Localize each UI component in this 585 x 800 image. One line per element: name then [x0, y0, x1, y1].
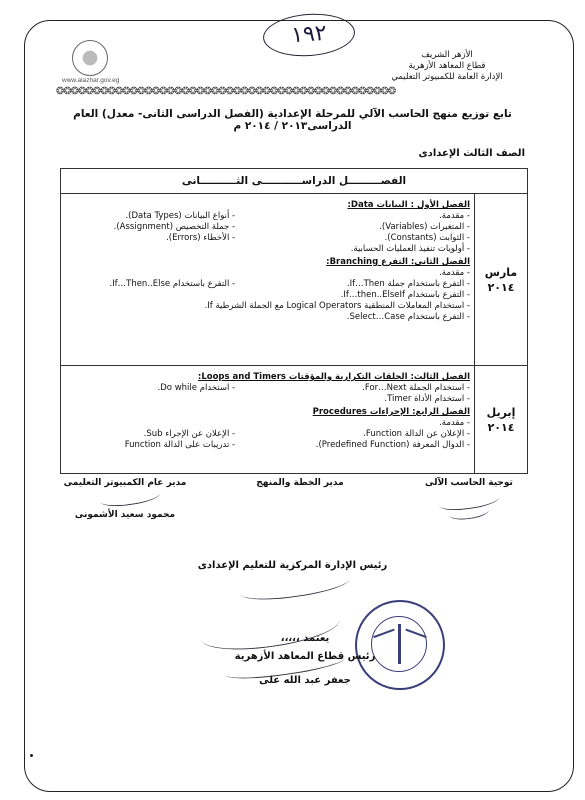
letterhead: [347, 50, 547, 83]
signature-plan-director: [240, 478, 360, 488]
table-row-april: [61, 366, 528, 474]
list-item: - الإعلان عن الإجراء Sub.: [143, 429, 236, 439]
signatory-name: محمود سعيد الأشمونى: [74, 510, 176, 520]
month-cell: [475, 366, 528, 474]
chapter-title: الفصل الثانى: التفرع Branching:: [326, 257, 470, 267]
central-admin-title: رئيس الإدارة المركزية للتعليم الإعدادى: [197, 560, 388, 571]
list-item: - أنواع البيانات (Data Types).: [125, 211, 236, 221]
ornament-border: ❂❂❂❂❂❂❂❂❂❂❂❂❂❂❂❂❂❂❂❂❂❂❂❂❂❂❂❂❂❂❂❂❂❂❂❂❂❂❂❂❂❂❂❂❂❂: [56, 86, 396, 97]
month-year: ٢٠١٤: [487, 420, 515, 434]
document-title: تابع توزيع منهج الحاسب الآلي للمرحلة الإعدادية (الفصل الدراسى الثانى- معدل) العام الدراسى٢٠١٣ / ٢٠١٤ م: [73, 108, 512, 132]
month-cell: [475, 194, 528, 366]
scan-mark: [30, 754, 33, 757]
month-name: مارس: [484, 265, 518, 279]
signature-title: مدير الخطة والمنهج: [256, 478, 344, 488]
list-item: - المتغيرات (Variables).: [379, 222, 470, 232]
list-item: - التفرع باستخدام Select…Case.: [346, 312, 470, 322]
list-item: - جملة التخصيص (Assignment).: [113, 222, 236, 232]
list-item: - تدريبات على الدالة Function: [124, 440, 236, 450]
alazhar-emblem-icon: [72, 40, 108, 76]
chapter-title: الفصل الرابع: الإجراءات Procedures: [312, 407, 470, 417]
header-line-1: الأزهر الشريف: [421, 50, 473, 60]
approval-position: رئيس قطاع المعاهد الأزهرية: [234, 651, 376, 662]
table-row-march: [61, 194, 528, 366]
list-item: - مقدمة.: [439, 418, 470, 428]
list-item: - التفرع باستخدام If…Then..Else.: [109, 279, 236, 289]
list-item: - استخدام الجملة For…Next.: [362, 383, 470, 393]
signature-title: مدير عام الكمبيوتر التعليمى: [63, 478, 187, 488]
grade-label: الصف الثالث الإعدادى: [418, 148, 525, 159]
list-item: - استخدام الأداة Timer.: [384, 394, 470, 404]
alazhar-logo: [62, 40, 118, 84]
approval-label: يعتمد ،،،،،: [280, 633, 330, 644]
handwritten-signature: [99, 486, 161, 509]
signature-title: توجية الحاسب الآلى: [425, 478, 513, 488]
curriculum-table: [60, 168, 528, 474]
website-url: www.alazhar.gov.eg: [62, 77, 120, 84]
header-line-3: الإدارة العامة للكمبيوتر التعليمي: [391, 72, 503, 82]
list-item: - التفرع باستخدام جملة If…Then.: [346, 279, 470, 289]
signature-edu-computer-director: [50, 478, 200, 520]
list-item: - مقدمة.: [439, 211, 470, 221]
table-header: الفصـــــــــل الدراســـــــــــى الثــــــــــانى: [61, 169, 528, 194]
list-item: - الدوال المعرفة (Predefined Function).: [315, 440, 470, 450]
chapter-title: الفصل الثالث: الحلقات التكرارية والمؤقتات Loops and Timers:: [197, 372, 470, 382]
header-line-2: قطاع المعاهد الأزهرية: [408, 61, 486, 71]
list-item: - مقدمة.: [439, 268, 470, 278]
list-item: - استخدام Do while.: [157, 383, 236, 393]
list-item: - الأخطاء (Errors).: [166, 233, 236, 243]
approver-name: جعفر عبد الله على: [259, 675, 351, 686]
list-item: - التفرع باستخدام If…then..ElseIf.: [340, 290, 470, 300]
signature-computer-supervision: [409, 478, 529, 488]
list-item: - الإعلان عن الدالة Function.: [363, 429, 470, 439]
content-cell: [61, 194, 475, 366]
list-item: - استخدام المعاملات المنطقية Logical Operators مع الجملة الشرطية If.: [204, 301, 470, 311]
page-number: ١٩٢: [262, 11, 357, 59]
content-cell: [61, 366, 475, 474]
list-item: - الثوابت (Constants).: [384, 233, 470, 243]
month-name: إبريل: [486, 405, 516, 419]
month-year: ٢٠١٤: [487, 280, 515, 294]
list-item: - أولويات تنفيذ العمليات الحسابية.: [350, 244, 470, 254]
chapter-title: الفصل الأول : البيانات Data:: [347, 200, 470, 210]
